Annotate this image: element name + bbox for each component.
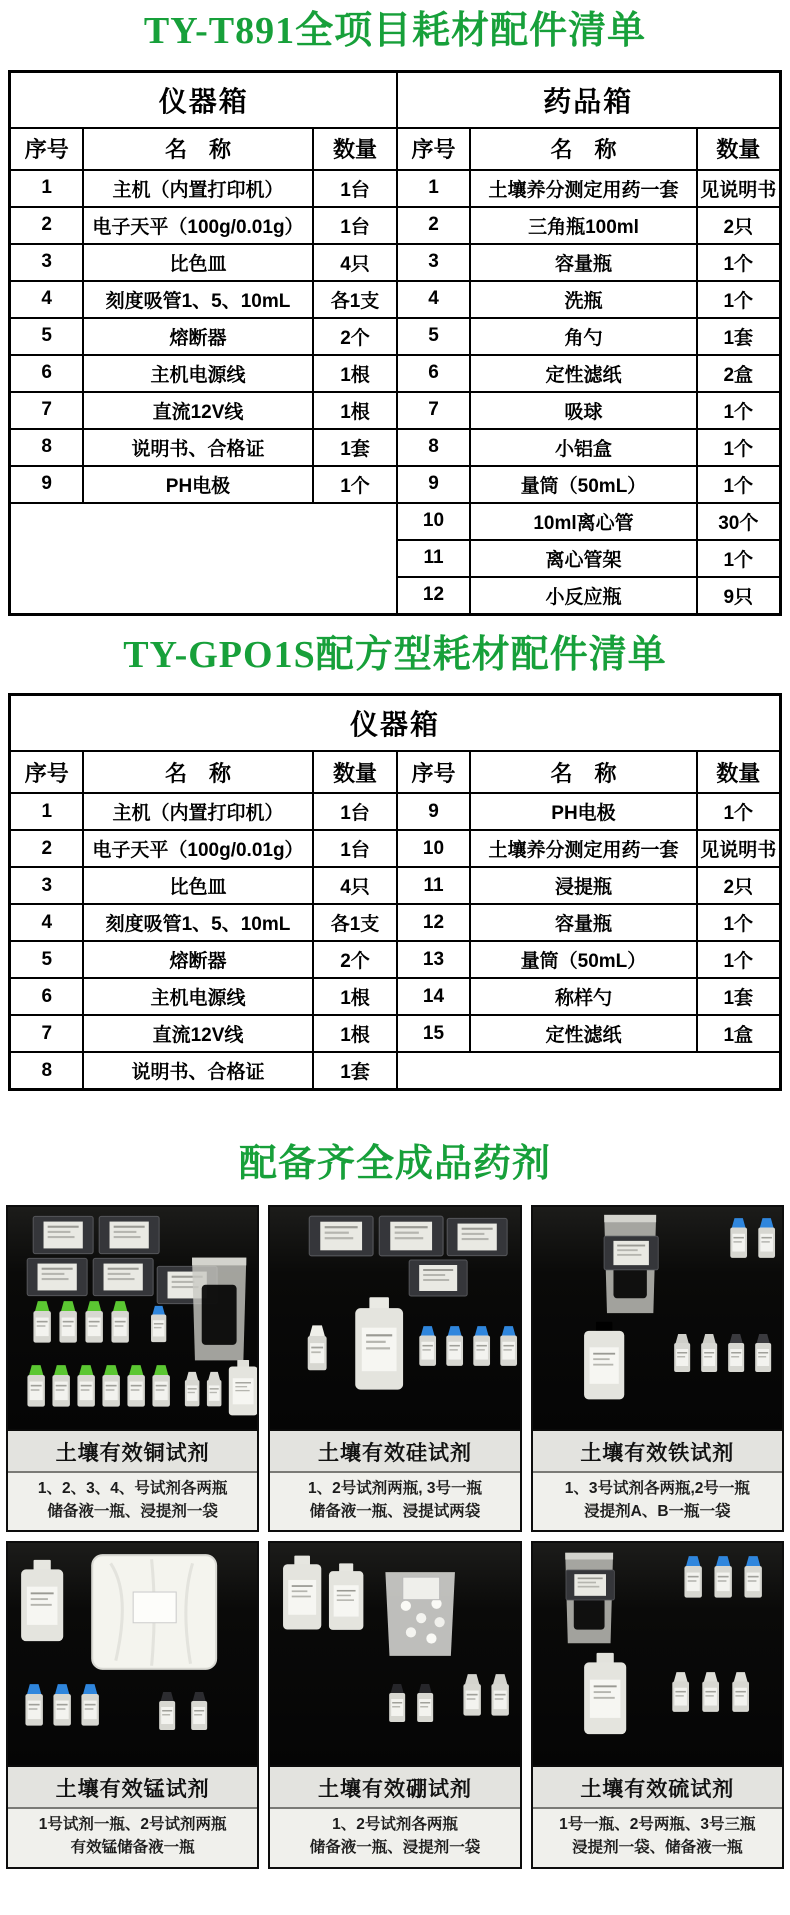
table-row xyxy=(10,941,780,978)
reagent-desc-line: 1号一瓶、2号两瓶、3号三瓶 xyxy=(559,1816,756,1833)
cell: 10ml离心管 xyxy=(470,503,697,540)
reagent-description xyxy=(270,1809,519,1867)
cell: 2个 xyxy=(313,318,397,355)
reagent-caption xyxy=(8,1765,257,1867)
cell: 5 xyxy=(10,941,83,978)
table-t891-accessories xyxy=(8,70,781,616)
cell: 各1支 xyxy=(313,904,397,941)
cell: 洗瓶 xyxy=(470,281,697,318)
cell: 小反应瓶 xyxy=(470,577,697,615)
cell: 1个 xyxy=(697,793,780,830)
box-title-medicine: 药品箱 xyxy=(397,71,780,128)
cell: 6 xyxy=(10,978,83,1015)
cell: 1盒 xyxy=(697,1015,780,1052)
reagent-description xyxy=(270,1473,519,1531)
reagent-desc-line: 1号试剂一瓶、2号试剂两瓶 xyxy=(38,1816,227,1833)
reagent-photo-boron xyxy=(270,1543,519,1765)
cell: 2盒 xyxy=(697,355,780,392)
cell: 5 xyxy=(10,318,83,355)
reagent-description xyxy=(8,1473,257,1531)
cell: 1个 xyxy=(697,904,780,941)
reagent-desc-line: 1、2号试剂两瓶, 3号一瓶 xyxy=(308,1479,482,1497)
cell: 4 xyxy=(10,281,83,318)
cell: 电子天平（100g/0.01g） xyxy=(83,207,313,244)
reagent-card-manganese xyxy=(6,1541,259,1869)
cell: 9 xyxy=(397,793,470,830)
empty-cell xyxy=(10,503,397,615)
cell: 小铝盒 xyxy=(470,429,697,466)
cell: 1台 xyxy=(313,793,397,830)
cell: 熔断器 xyxy=(83,318,313,355)
reagent-caption xyxy=(8,1429,257,1531)
cell: 见说明书 xyxy=(697,170,780,207)
cell: 量筒（50mL） xyxy=(470,941,697,978)
cell: 7 xyxy=(10,392,83,429)
cell: 8 xyxy=(10,1052,83,1090)
table-row xyxy=(10,793,780,830)
column-header: 序号 xyxy=(10,128,83,170)
cell: 13 xyxy=(397,941,470,978)
cell: 2 xyxy=(10,830,83,867)
cell: 11 xyxy=(397,867,470,904)
cell: 各1支 xyxy=(313,281,397,318)
cell: 3 xyxy=(397,244,470,281)
cell: 11 xyxy=(397,540,470,577)
cell: 9 xyxy=(10,466,83,503)
reagent-card-boron xyxy=(268,1541,521,1869)
reagent-description xyxy=(8,1809,257,1867)
cell: 1套 xyxy=(313,429,397,466)
cell: 1台 xyxy=(313,830,397,867)
column-header: 名 称 xyxy=(470,128,697,170)
reagent-card-grid xyxy=(0,1205,790,1869)
column-header: 数量 xyxy=(697,751,780,793)
cell: 2只 xyxy=(697,207,780,244)
table-row xyxy=(10,978,780,1015)
cell: 1个 xyxy=(697,244,780,281)
reagent-caption xyxy=(270,1765,519,1867)
cell: 14 xyxy=(397,978,470,1015)
bottom-whitespace xyxy=(0,1869,790,1915)
reagent-desc-line: 1、3号试剂各两瓶,2号一瓶 xyxy=(564,1479,750,1497)
cell: 6 xyxy=(10,355,83,392)
cell: 1套 xyxy=(697,978,780,1015)
reagent-title: 土壤有效硼试剂 xyxy=(270,1767,519,1809)
cell: 12 xyxy=(397,577,470,615)
cell: 6 xyxy=(397,355,470,392)
cell: 刻度吸管1、5、10mL xyxy=(83,281,313,318)
cell: 1 xyxy=(397,170,470,207)
table-row xyxy=(10,281,780,318)
table-row xyxy=(10,1052,780,1090)
cell: 1台 xyxy=(313,207,397,244)
cell: 2 xyxy=(10,207,83,244)
table-row xyxy=(10,207,780,244)
reagent-photo-manganese xyxy=(8,1543,257,1765)
cell: 吸球 xyxy=(470,392,697,429)
table-row xyxy=(10,1015,780,1052)
reagent-photo-silicon xyxy=(270,1207,519,1429)
reagent-card-iron xyxy=(531,1205,784,1533)
column-header: 序号 xyxy=(397,751,470,793)
table-header-row xyxy=(10,751,780,793)
column-header: 数量 xyxy=(313,751,397,793)
reagent-description xyxy=(533,1809,782,1867)
column-header: 序号 xyxy=(10,751,83,793)
cell: 7 xyxy=(397,392,470,429)
table-row xyxy=(10,318,780,355)
cell: 4只 xyxy=(313,867,397,904)
box-title-instrument: 仪器箱 xyxy=(10,71,397,128)
cell: 浸提瓶 xyxy=(470,867,697,904)
reagent-title: 土壤有效硅试剂 xyxy=(270,1431,519,1473)
cell: 10 xyxy=(397,503,470,540)
cell: 2 xyxy=(397,207,470,244)
cell: 称样勺 xyxy=(470,978,697,1015)
reagent-desc-line: 储备液一瓶、浸提试两袋 xyxy=(309,1502,481,1520)
table-row xyxy=(10,244,780,281)
table-row xyxy=(10,695,780,752)
cell: 8 xyxy=(10,429,83,466)
reagent-desc-line: 储备液一瓶、浸提剂一袋 xyxy=(309,1839,481,1857)
cell: 12 xyxy=(397,904,470,941)
cell: 1个 xyxy=(697,466,780,503)
cell: 直流12V线 xyxy=(83,1015,313,1052)
cell: 4 xyxy=(10,904,83,941)
reagent-photo-copper xyxy=(8,1207,257,1429)
reagent-card-copper xyxy=(6,1205,259,1533)
page-title-t891: TY-T891全项目耗材配件清单 xyxy=(143,10,647,52)
cell: 1根 xyxy=(313,1015,397,1052)
reagent-desc-line: 浸提剂一袋、储备液一瓶 xyxy=(572,1839,743,1857)
cell: 土壤养分测定用药一套 xyxy=(470,830,697,867)
cell: 说明书、合格证 xyxy=(83,429,313,466)
cell: 2个 xyxy=(313,941,397,978)
cell: 1根 xyxy=(313,978,397,1015)
cell: 离心管架 xyxy=(470,540,697,577)
cell: 1个 xyxy=(313,466,397,503)
cell: 4 xyxy=(397,281,470,318)
table-row xyxy=(10,830,780,867)
cell: 2只 xyxy=(697,867,780,904)
cell: 定性滤纸 xyxy=(470,355,697,392)
cell: 主机电源线 xyxy=(83,355,313,392)
cell: 主机（内置打印机） xyxy=(83,170,313,207)
table-row xyxy=(10,867,780,904)
reagent-title: 土壤有效铜试剂 xyxy=(8,1431,257,1473)
reagent-desc-line: 1、2号试剂各两瓶 xyxy=(332,1816,458,1833)
cell: 8 xyxy=(397,429,470,466)
cell: 9 xyxy=(397,466,470,503)
reagent-description xyxy=(533,1473,782,1531)
cell: 比色皿 xyxy=(83,867,313,904)
cell: 定性滤纸 xyxy=(470,1015,697,1052)
reagent-photo-iron xyxy=(533,1207,782,1429)
cell: 30个 xyxy=(697,503,780,540)
table-row xyxy=(10,904,780,941)
cell: 1个 xyxy=(697,429,780,466)
cell: 电子天平（100g/0.01g） xyxy=(83,830,313,867)
box-title-instrument: 仪器箱 xyxy=(10,695,780,752)
cell: 容量瓶 xyxy=(470,244,697,281)
cell: 1 xyxy=(10,170,83,207)
reagent-title: 土壤有效锰试剂 xyxy=(8,1767,257,1809)
cell: 量筒（50mL） xyxy=(470,466,697,503)
reagent-title: 土壤有效铁试剂 xyxy=(533,1431,782,1473)
cell: 土壤养分测定用药一套 xyxy=(470,170,697,207)
cell: 1台 xyxy=(313,170,397,207)
reagent-card-sulfur xyxy=(531,1541,784,1869)
cell: PH电极 xyxy=(83,466,313,503)
column-header: 序号 xyxy=(397,128,470,170)
cell: 15 xyxy=(397,1015,470,1052)
table-row xyxy=(10,170,780,207)
cell: 9只 xyxy=(697,577,780,615)
reagent-caption xyxy=(533,1765,782,1867)
cell: 1个 xyxy=(697,281,780,318)
cell: 1个 xyxy=(697,392,780,429)
cell: 3 xyxy=(10,867,83,904)
cell: 比色皿 xyxy=(83,244,313,281)
table-row xyxy=(10,392,780,429)
cell: 5 xyxy=(397,318,470,355)
cell: 1根 xyxy=(313,392,397,429)
cell: 1套 xyxy=(697,318,780,355)
cell: PH电极 xyxy=(470,793,697,830)
column-header: 名 称 xyxy=(83,128,313,170)
table-row xyxy=(10,355,780,392)
reagent-caption xyxy=(533,1429,782,1531)
table-row xyxy=(10,503,780,540)
cell: 容量瓶 xyxy=(470,904,697,941)
cell: 直流12V线 xyxy=(83,392,313,429)
column-header: 名 称 xyxy=(470,751,697,793)
column-header: 数量 xyxy=(313,128,397,170)
cell: 主机（内置打印机） xyxy=(83,793,313,830)
cell: 3 xyxy=(10,244,83,281)
cell: 熔断器 xyxy=(83,941,313,978)
cell: 1 xyxy=(10,793,83,830)
page-title-gp01s: TY-GPO1S配方型耗材配件清单 xyxy=(123,633,667,676)
reagent-title: 土壤有效硫试剂 xyxy=(533,1767,782,1809)
cell: 10 xyxy=(397,830,470,867)
cell: 1个 xyxy=(697,941,780,978)
cell: 1套 xyxy=(313,1052,397,1090)
cell: 角勺 xyxy=(470,318,697,355)
reagent-card-silicon xyxy=(268,1205,521,1533)
cell: 4只 xyxy=(313,244,397,281)
reagent-caption xyxy=(270,1429,519,1531)
column-header: 名 称 xyxy=(83,751,313,793)
cell: 刻度吸管1、5、10mL xyxy=(83,904,313,941)
page-title-reagents: 配备齐全成品药剂 xyxy=(238,1143,551,1185)
reagent-desc-line: 1、2、3、4、号试剂各两瓶 xyxy=(37,1479,228,1497)
table-row xyxy=(10,466,780,503)
table-gp01s-accessories xyxy=(8,693,781,1091)
reagent-desc-line: 浸提剂A、B一瓶一袋 xyxy=(584,1502,731,1520)
cell: 1个 xyxy=(697,540,780,577)
cell: 1根 xyxy=(313,355,397,392)
table-row xyxy=(10,429,780,466)
table-header-row xyxy=(10,128,780,170)
column-header: 数量 xyxy=(697,128,780,170)
cell: 见说明书 xyxy=(697,830,780,867)
cell: 7 xyxy=(10,1015,83,1052)
table-row xyxy=(10,71,780,128)
cell: 说明书、合格证 xyxy=(83,1052,313,1090)
cell: 三角瓶100ml xyxy=(470,207,697,244)
reagent-desc-line: 有效锰储备液一瓶 xyxy=(70,1839,195,1857)
reagent-photo-sulfur xyxy=(533,1543,782,1765)
reagent-desc-line: 储备液一瓶、浸提剂一袋 xyxy=(47,1502,218,1520)
cell: 主机电源线 xyxy=(83,978,313,1015)
empty-cell xyxy=(397,1052,780,1090)
